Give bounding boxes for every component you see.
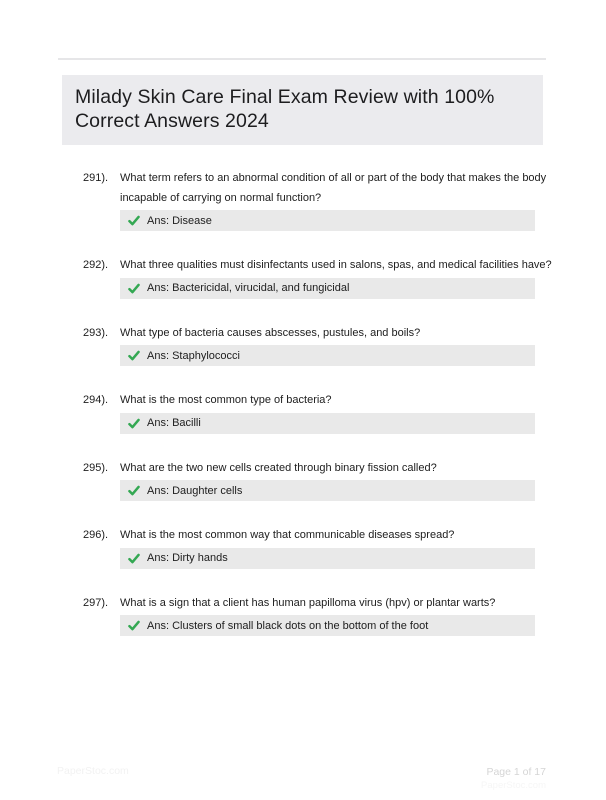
check-icon [128,350,140,361]
question-number: 293). [83,326,109,339]
question-text: What is the most common type of bacteria? [120,394,332,406]
answer-text: Ans: Bactericidal, virucidal, and fungicidal [147,282,350,294]
question-text: What type of bacteria causes abscesses, pustules, and boils? [120,326,421,339]
question-text: What term refers to an abnormal condition of all or part of the body that makes the body incapable of carrying on normal function? [120,172,547,204]
question-row [83,594,554,614]
footer-watermark-secondary: PaperStoc.com [481,780,546,791]
answer-text: Ans: Dirty hands [147,552,228,564]
check-icon [128,620,140,631]
check-icon [128,553,140,564]
question-number: 297). [83,596,109,609]
question-row [83,391,554,411]
answer-box [120,278,535,299]
answer-box [120,210,535,231]
check-icon [128,485,140,496]
question-item [83,169,554,231]
question-number: 296). [83,529,109,541]
question-row [83,256,554,276]
question-list [83,169,554,661]
question-number: 292). [83,259,109,271]
check-icon [128,215,140,226]
question-row [83,459,554,479]
answer-box [120,548,535,569]
question-text: What is a sign that a client has human papilloma virus (hpv) or plantar warts? [120,596,496,609]
answer-text: Ans: Daughter cells [147,484,243,497]
header-divider [58,58,546,60]
page-number: Page 1 of 17 [486,766,546,778]
answer-text: Ans: Disease [147,214,212,227]
answer-box [120,413,535,434]
question-number: 295). [83,461,109,474]
question-row [83,324,554,344]
question-text: What three qualities must disinfectants used in salons, spas, and medical facilities have? [120,259,552,271]
question-item [83,256,554,299]
document-title-box [62,75,543,145]
question-row [83,526,554,546]
question-number: 291). [83,172,109,184]
answer-text: Ans: Bacilli [147,417,201,429]
question-item [83,391,554,434]
answer-box [120,345,535,366]
question-item [83,324,554,367]
answer-box [120,480,535,501]
answer-box [120,615,535,636]
question-text: What are the two new cells created through binary fission called? [120,461,437,474]
question-number: 294). [83,394,109,406]
check-icon [128,418,140,429]
document-title: Milady Skin Care Final Exam Review with 100% Correct Answers 2024 [75,86,495,132]
answer-text: Ans: Clusters of small black dots on the bottom of the foot [147,619,429,632]
answer-text: Ans: Staphylococci [147,349,240,362]
question-item [83,594,554,637]
question-text: What is the most common way that communicable diseases spread? [120,529,455,541]
question-item [83,459,554,502]
question-item [83,526,554,569]
footer-watermark: PaperStoc.com [57,765,129,777]
check-icon [128,283,140,294]
question-row [83,169,554,208]
